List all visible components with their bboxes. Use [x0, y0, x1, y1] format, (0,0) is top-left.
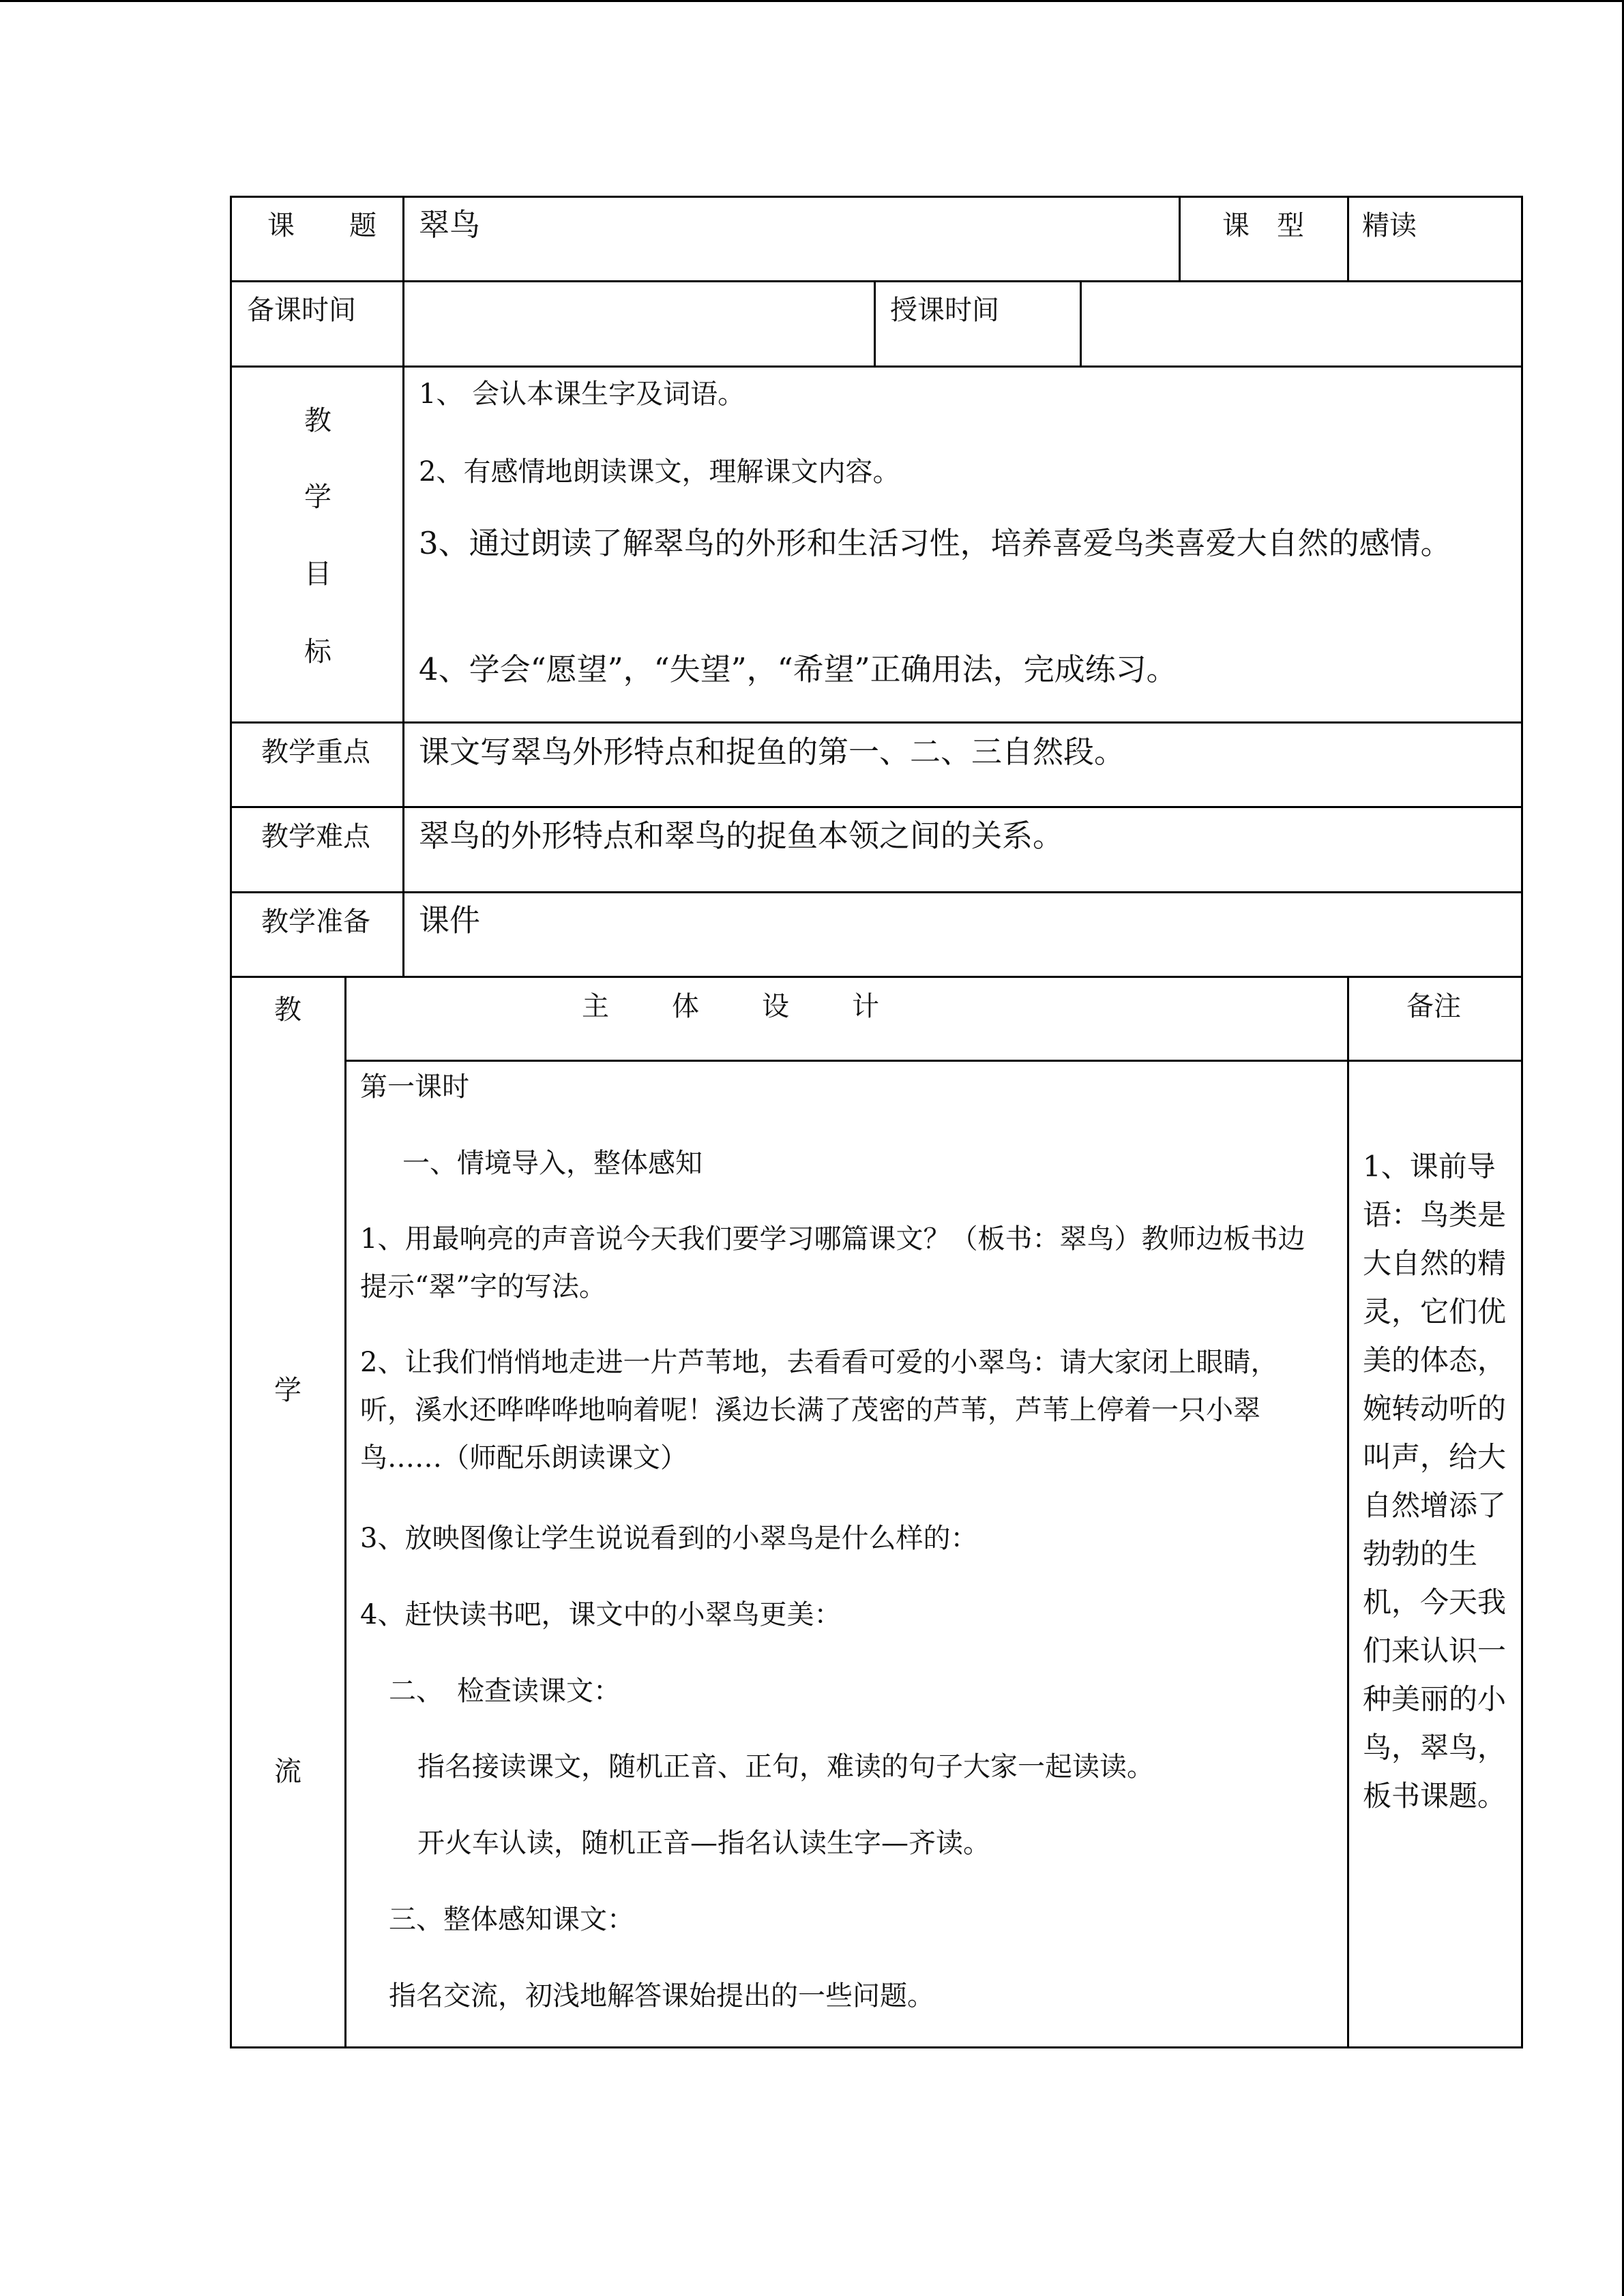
prep-time-label: 备课时间 — [247, 295, 356, 326]
process-line: 4、赶快读书吧，课文中的小翠鸟更美： — [360, 1599, 842, 1630]
process-line: 1、用最响亮的声音说今天我们要学习哪篇课文？（板书：翠鸟）教师边板书边提示“翠”字的写法。 — [360, 1223, 1305, 1302]
topic-value: 翠鸟 — [419, 207, 481, 243]
process-label-char: 流 — [274, 1756, 301, 1787]
objective-item: 2、有感情地朗读课文，理解课文内容。 — [419, 456, 900, 488]
type-label: 课 型 — [1222, 210, 1304, 241]
objectives-label-char: 目 — [304, 558, 331, 590]
objectives-label-char: 教 — [304, 405, 331, 436]
difficulties-label: 教学难点 — [261, 821, 370, 852]
objective-item: 4、学会“愿望”，“失望”，“希望”正确用法，完成练习。 — [419, 651, 1177, 687]
type-value: 精读 — [1362, 210, 1417, 241]
topic-label: 课 题 — [267, 210, 377, 241]
remark-header: 备注 — [1406, 991, 1461, 1022]
process-line: 二、 检查读课文： — [389, 1675, 621, 1707]
process-line: 3、放映图像让学生说说看到的小翠鸟是什么样的： — [360, 1523, 978, 1554]
process-line: 指名交流，初浅地解答课始提出的一些问题。 — [389, 1980, 934, 2012]
preparation-label: 教学准备 — [261, 906, 370, 938]
remark-text: 1、课前导语：鸟类是大自然的精灵，它们优美的体态，婉转动听的叫声，给大自然增添了勃勃的生机，今天我们来认识一种美丽的小鸟，翠鸟，板书课题。 — [1363, 1150, 1507, 1813]
design-header: 主 体 设 计 — [582, 991, 882, 1022]
objectives-label-char: 标 — [304, 636, 331, 668]
process-line: 开火车认读，随机正音—指名认读生字—齐读。 — [417, 1828, 990, 1859]
objectives-label-char: 学 — [304, 481, 331, 513]
objective-item: 3、通过朗读了解翠鸟的外形和生活习性，培养喜爱鸟类喜爱大自然的感情。 — [419, 525, 1451, 561]
objective-item: 1、 会认本课生字及词语。 — [419, 378, 745, 410]
process-label-char: 学 — [274, 1375, 301, 1406]
key-points-label: 教学重点 — [261, 736, 370, 768]
process-line: 第一课时 — [360, 1071, 469, 1103]
teach-time-label: 授课时间 — [890, 295, 999, 326]
process-line: 2、让我们悄悄地走进一片芦苇地，去看看可爱的小翠鸟：请大家闭上眼睛，听，溪水还哗哗哗地响着呢！溪边长满了茂密的芦苇，芦苇上停着一只小翠鸟……（师配乐朗读课文） — [360, 1347, 1278, 1474]
preparation-value: 课件 — [419, 902, 481, 938]
key-points-value: 课文写翠鸟外形特点和捉鱼的第一、二、三自然段。 — [419, 734, 1125, 770]
process-label-char: 教 — [274, 994, 301, 1026]
process-line: 指名接读课文，随机正音、正句，难读的句子大家一起读读。 — [417, 1751, 1154, 1783]
difficulties-value: 翠鸟的外形特点和翠鸟的捉鱼本领之间的关系。 — [419, 818, 1064, 854]
process-line: 一、情境导入，整体感知 — [402, 1148, 703, 1179]
process-line: 三、整体感知课文： — [389, 1904, 634, 1935]
